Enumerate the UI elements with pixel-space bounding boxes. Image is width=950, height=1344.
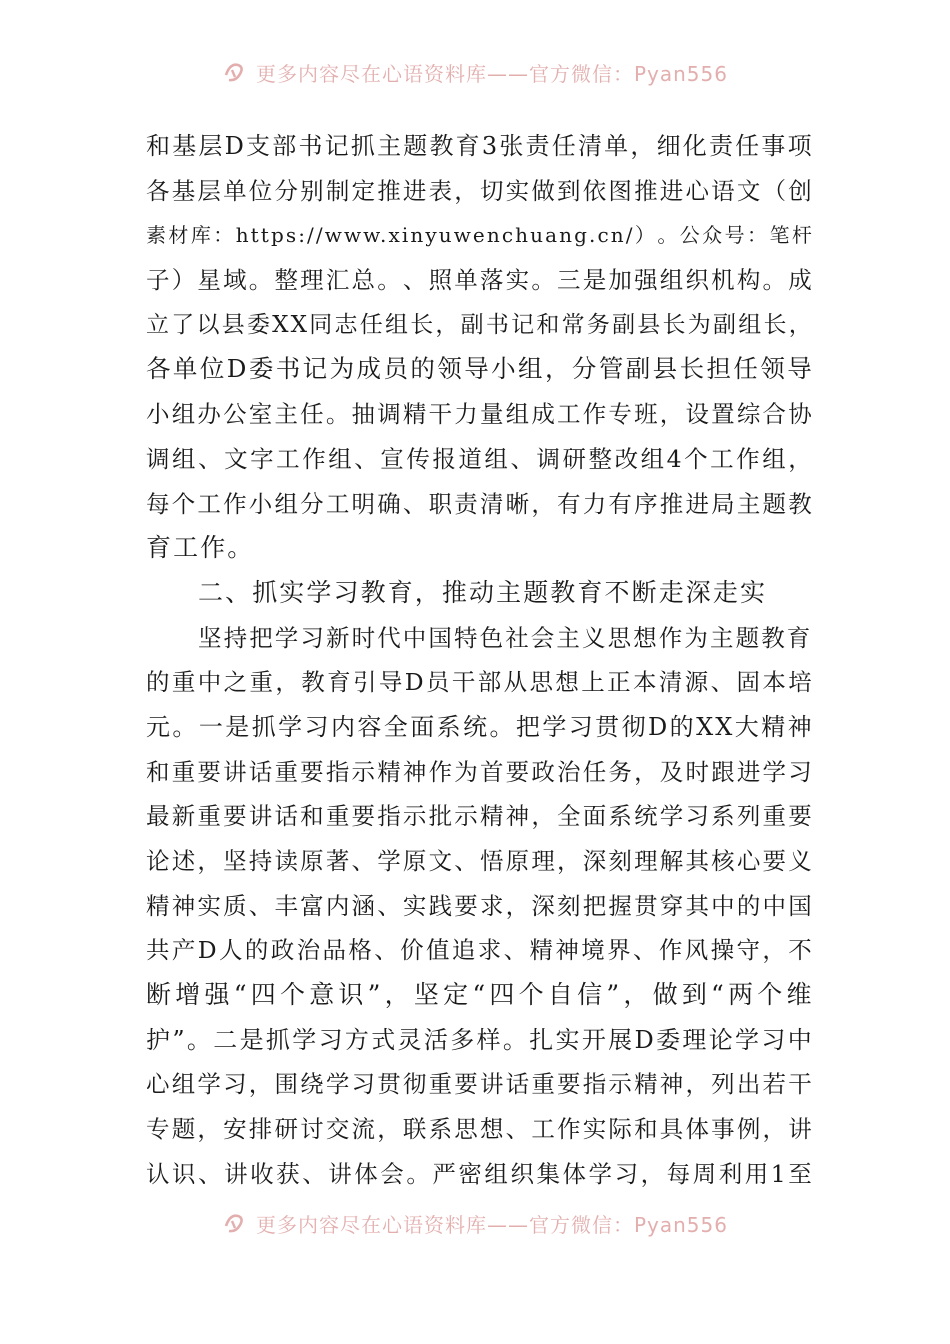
text-line: 子 ） 星 域 。 整 理 汇 总 。 、 照 单 落 实 。 三 是 加 强 组 织 机 构 。 成: [146, 266, 814, 295]
text-line: 护 ” 。 二 是 抓 学 习 方 式 灵 活 多 样 。 扎 实 开 展 D 委 理 论 学 习 中: [146, 1025, 814, 1054]
text-line: 立 了 以 县 委 XX 同 志 任 组 长 ， 副 书 记 和 常 务 副 县 长 为 副 组 长 ，: [146, 311, 814, 338]
text-line: 最 新 重 要 讲 话 和 重 要 指 示 批 示 精 神 ， 全 面 系 统 学 习 系 列 重 要: [146, 802, 814, 831]
watermark-logo-icon: [222, 1210, 248, 1236]
text-line: 素 材 库 ： https://www.xinyuwenchuang.cn/ ） 。 公 众 号 ： 笔 杆: [146, 223, 814, 248]
text-line: 论 述 ， 坚 持 读 原 著 、 学 原 文 、 悟 原 理 ， 深 刻 理 解 其 核 心 要 义: [146, 847, 814, 875]
text-line: 各 基 层 单 位 分 别 制 定 推 进 表 ， 切 实 做 到 依 图 推 进 心 语 文 （ 创: [146, 176, 814, 205]
text-line: 调 组 、 文 字 工 作 组 、 宣 传 报 道 组 、 调 研 整 改 组 4 个 工 作 组 ，: [146, 444, 814, 473]
section-heading: 二、抓实学习教育，推动主题教育不断走深走实: [198, 577, 768, 607]
text-line: 每 个 工 作 小 组 分 工 明 确 、 职 责 清 晰 ， 有 力 有 序 推 进 局 主 题 教: [146, 489, 814, 518]
text-line: 育工作。: [146, 533, 255, 563]
text-line: 各 单 位 D 委 书 记 为 成 员 的 领 导 小 组 ， 分 管 副 县 长 担 任 领 导: [146, 354, 814, 384]
text-line: 专 题 ， 安 排 研 讨 交 流 ， 联 系 思 想 、 工 作 实 际 和 具 体 事 例 ， 讲: [146, 1115, 814, 1144]
text-line: 元 。 一 是 抓 学 习 内 容 全 面 系 统 。 把 学 习 贯 彻 D 的 XX 大 精 神: [146, 712, 814, 741]
paragraph-first-line: 坚持把学习新时代中国特色社会主义思想作为主题教育: [198, 623, 813, 652]
text-line: 断 增 强 “ 四 个 意 识 ” ， 坚 定 “ 四 个 自 信 ” ， 做 到 “ 两 个 维: [146, 980, 814, 1010]
watermark-footer: [0, 1203, 950, 1243]
watermark-text: 更多内容尽在心语资料库——官方微信：Pyan556: [255, 61, 728, 86]
text-line: 小 组 办 公 室 主 任 。 抽 调 精 干 力 量 组 成 工 作 专 班 ， 设 置 综 合 协: [146, 400, 814, 429]
text-line: 和 重 要 讲 话 重 要 指 示 精 神 作 为 首 要 政 治 任 务 ， 及 时 跟 进 学 习: [146, 757, 814, 786]
text-line: 心 组 学 习 ， 围 绕 学 习 贯 彻 重 要 讲 话 重 要 指 示 精 神 ， 列 出 若 干: [146, 1070, 814, 1099]
document-body: [146, 124, 814, 1197]
text-line: 认 识 、 讲 收 获 、 讲 体 会 。 严 密 组 织 集 体 学 习 ， 每 周 利 用 1 至: [146, 1159, 814, 1188]
watermark-header: [0, 52, 950, 92]
text-line: 精 神 实 质 、 丰 富 内 涵 、 实 践 要 求 ， 深 刻 把 握 贯 穿 其 中 的 中 国: [146, 891, 814, 920]
watermark-logo-icon: [222, 59, 248, 85]
text-line: 共 产 D 人 的 政 治 品 格 、 价 值 追 求 、 精 神 境 界 、 作 风 操 守 ， 不: [146, 936, 814, 965]
watermark-text: 更多内容尽在心语资料库——官方微信：Pyan556: [255, 1212, 728, 1237]
text-line: 和 基 层 D 支 部 书 记 抓 主 题 教 育 3 张 责 任 清 单 ， 细 化 责 任 事 项: [146, 132, 814, 160]
text-line: 的 重 中 之 重 ， 教 育 引 导 D 员 干 部 从 思 想 上 正 本 清 源 、 固 本 培: [146, 668, 814, 697]
